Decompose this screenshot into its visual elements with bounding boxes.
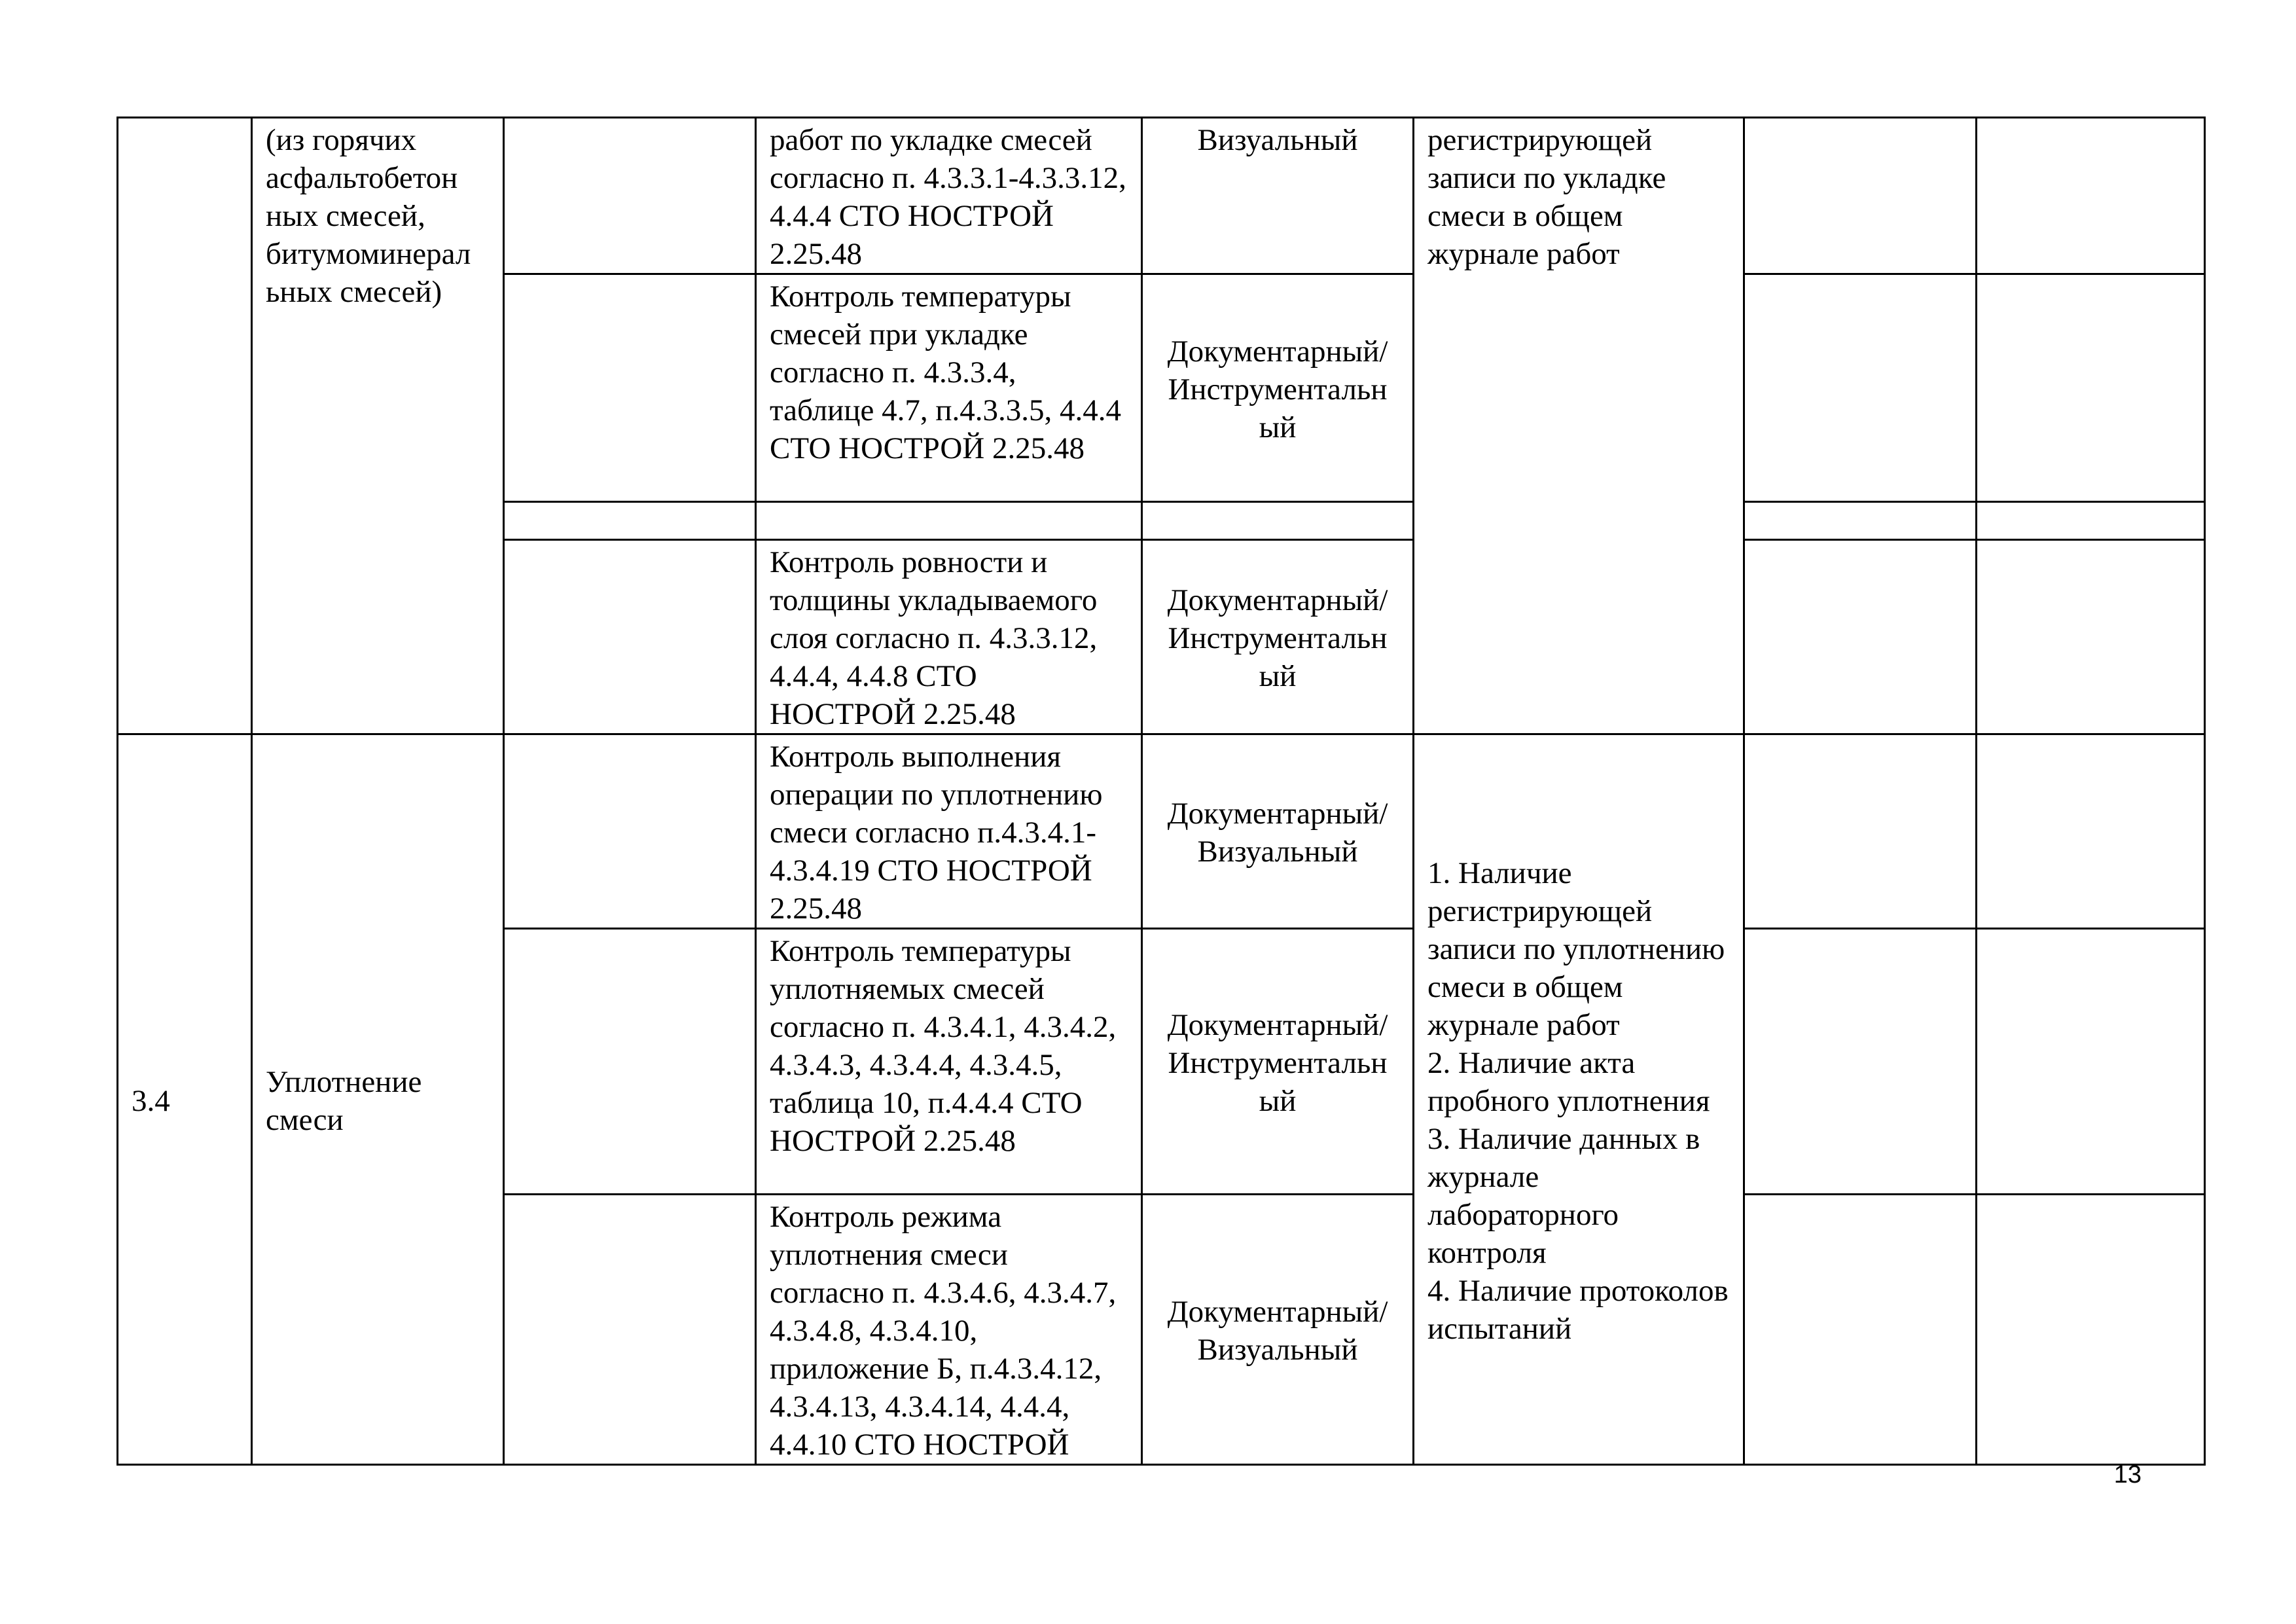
empty-cell xyxy=(1744,734,1977,929)
row-number-cell xyxy=(118,118,252,734)
control-method: Документарный/ Визуальный xyxy=(1142,1195,1414,1465)
row-number-cell: 3.4 xyxy=(118,734,252,1465)
empty-cell xyxy=(504,502,756,540)
empty-cell xyxy=(1744,118,1977,274)
inspection-table xyxy=(117,117,2206,1466)
empty-cell xyxy=(1977,929,2205,1195)
empty-cell xyxy=(1744,274,1977,502)
empty-cell xyxy=(1744,929,1977,1195)
control-method: Документарный/ Инструментальн ый xyxy=(1142,929,1414,1195)
empty-cell xyxy=(504,540,756,734)
work-stage-name: Уплотнение смеси xyxy=(252,734,504,1465)
result-item: 1. Наличие регистрирующей записи по уплотнению смеси в общем журнале работ xyxy=(1427,856,1725,1042)
control-method: Визуальный xyxy=(1142,118,1414,274)
control-description xyxy=(756,502,1142,540)
result-record xyxy=(1414,734,1744,1465)
empty-cell xyxy=(504,118,756,274)
control-description: Контроль ровности и толщины укладываемого слоя согласно п. 4.3.3.12, 4.4.4, 4.4.8 СТО НОСТРОЙ 2.25.48 xyxy=(756,540,1142,734)
control-method: Документарный/ Визуальный xyxy=(1142,734,1414,929)
result-item: 2. Наличие акта пробного уплотнения xyxy=(1427,1045,1710,1118)
control-description: Контроль режима уплотнения смеси согласно п. 4.3.4.6, 4.3.4.7, 4.3.4.8, 4.3.4.10, приложение Б, п.4.3.4.12, 4.3.4.13, 4.3.4.14, 4.4.4, 4.4.10 СТО НОСТРОЙ xyxy=(756,1195,1142,1465)
empty-cell xyxy=(1744,502,1977,540)
control-method: Документарный/ Инструментальн ый xyxy=(1142,274,1414,502)
control-method xyxy=(1142,502,1414,540)
empty-cell xyxy=(1744,1195,1977,1465)
empty-cell xyxy=(504,274,756,502)
result-record: регистрирующей записи по укладке смеси в общем журнале работ xyxy=(1414,118,1744,734)
empty-cell xyxy=(1977,1195,2205,1465)
control-description: Контроль выполнения операции по уплотнению смеси согласно п.4.3.4.1-4.3.4.19 СТО НОСТРОЙ 2.25.48 xyxy=(756,734,1142,929)
empty-cell xyxy=(504,1195,756,1465)
empty-cell xyxy=(1744,540,1977,734)
result-item: 4. Наличие протоколов испытаний xyxy=(1427,1273,1729,1346)
control-method: Документарный/ Инструментальн ый xyxy=(1142,540,1414,734)
empty-cell xyxy=(1977,502,2205,540)
page-number: 13 xyxy=(2113,1461,2142,1489)
empty-cell xyxy=(1977,118,2205,274)
control-description: Контроль температуры смесей при укладке согласно п. 4.3.3.4, таблице 4.7, п.4.3.3.5, 4.4.4 СТО НОСТРОЙ 2.25.48 xyxy=(756,274,1142,502)
empty-cell xyxy=(504,734,756,929)
work-stage-name: (из горячих асфальтобетон ных смесей, битумоминерал ьных смесей) xyxy=(252,118,504,734)
empty-cell xyxy=(1977,734,2205,929)
empty-cell xyxy=(1977,274,2205,502)
control-description: Контроль температуры уплотняемых смесей согласно п. 4.3.4.1, 4.3.4.2, 4.3.4.3, 4.3.4.4, 4.3.4.5, таблица 10, п.4.4.4 СТО НОСТРОЙ 2.25.48 xyxy=(756,929,1142,1195)
control-description: работ по укладке смесей согласно п. 4.3.3.1-4.3.3.12, 4.4.4 СТО НОСТРОЙ 2.25.48 xyxy=(756,118,1142,274)
empty-cell xyxy=(504,929,756,1195)
empty-cell xyxy=(1977,540,2205,734)
result-item: 3. Наличие данных в журнале лабораторного контроля xyxy=(1427,1121,1700,1270)
